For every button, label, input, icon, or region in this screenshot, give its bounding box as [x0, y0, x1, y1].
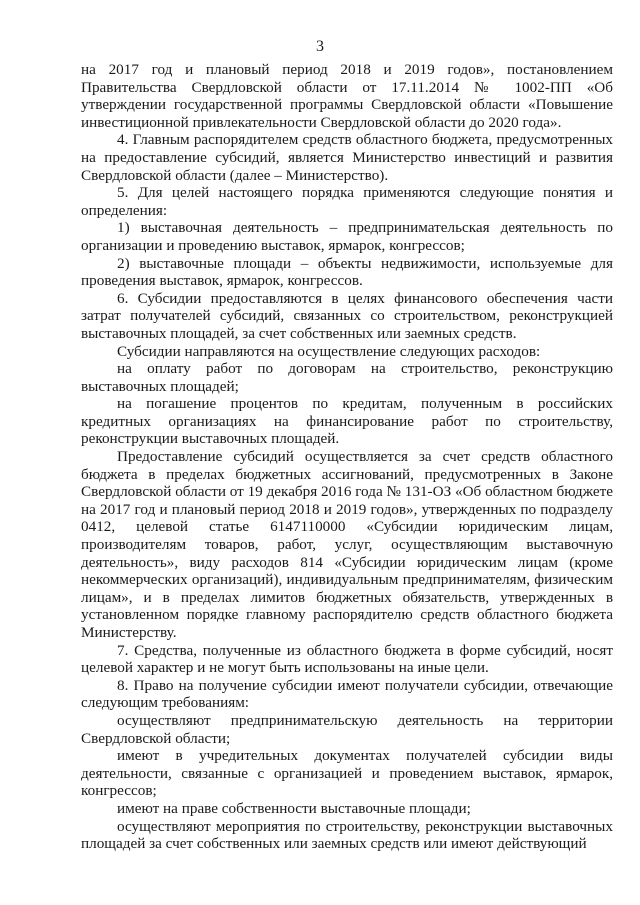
- document-body: [81, 61, 613, 853]
- paragraph-clause-4: 4. Главным распорядителем средств областного бюджета, предусмотренных на предоставление субсидий, является Министерство инвестиций и развития Свердловской области (далее – Министерство).: [81, 131, 613, 184]
- paragraph-requirement-ownership: имеют на праве собственности выставочные площади;: [117, 799, 471, 817]
- paragraph-definition-1: 1) выставочная деятельность – предпринимательская деятельность по организации и проведению выставок, ярмарок, конгрессов;: [81, 219, 613, 254]
- paragraph-definition-2: 2) выставочные площади – объекты недвижимости, используемые для проведения выставок, ярмарок, конгрессов.: [81, 254, 613, 290]
- paragraph-expense-interest: на погашение процентов по кредитам, полученным в российских кредитных организациях на финансирование работ по строительству, реконструкции выставочных площадей.: [81, 395, 613, 448]
- paragraph-clause-5: 5. Для целей настоящего порядка применяются следующие понятия и определения:: [81, 184, 613, 219]
- paragraph-clause-7: 7. Средства, полученные из областного бюджета в форме субсидий, носят целевой характер и не могут быть использованы на иные цели.: [81, 641, 613, 677]
- paragraph-expenses-intro: Субсидии направляются на осуществление следующих расходов:: [117, 342, 541, 360]
- paragraph-expense-construction: на оплату работ по договорам на строительство, реконструкцию выставочных площадей;: [81, 360, 613, 395]
- paragraph-requirement-construction: осуществляют мероприятия по строительству, реконструкции выставочных площадей за счет собственных или заемных средств или имеют действующий: [81, 817, 613, 853]
- page-number: 3: [316, 38, 324, 55]
- paragraph-budget-source: Предоставление субсидий осуществляется за счет средств областного бюджета в пределах бюджетных ассигнований, предусмотренных в Законе Свердловской области от 19 декабря 2016 года № 131-ОЗ «Об областном бюджете на 2017 год и плановый период 2018 и 2019 годов», утвержденных по подразделу 0412, целевой статье 6147110000 «Субсидии юридическим лицам, производителям товаров, работ, услуг, осуществляющим выставочную деятельность», виду расходов 814 «Субсидии юридическим лицам (кроме некоммерческих организаций), индивидуальным предпринимателям, физическим лицам», и в пределах лимитов бюджетных обязательств, утвержденных в установленном порядке главному распорядителю средств областного бюджета Министерству.: [81, 448, 613, 641]
- paragraph-continuation: на 2017 год и плановый период 2018 и 2019 годов», постановлением Правительства Свердловской области от 17.11.2014 № 1002-ПП «Об утверждении государственной программы Свердловской области «Повышение инвестиционной привлекательности Свердловской области до 2020 года».: [81, 61, 613, 131]
- paragraph-clause-8: 8. Право на получение субсидии имеют получатели субсидии, отвечающие следующим требованиям:: [81, 676, 613, 712]
- paragraph-clause-6: 6. Субсидии предоставляются в целях финансового обеспечения части затрат получателей субсидий, связанных со строительством, реконструкцией выставочных площадей, за счет собственных или заемных средств.: [81, 289, 613, 342]
- paragraph-requirement-activities: имеют в учредительных документах получателей субсидии виды деятельности, связанные с организацией и проведением выставок, ярмарок, конгрессов;: [81, 747, 613, 800]
- paragraph-requirement-territory: осуществляют предпринимательскую деятельность на территории Свердловской области;: [81, 711, 613, 747]
